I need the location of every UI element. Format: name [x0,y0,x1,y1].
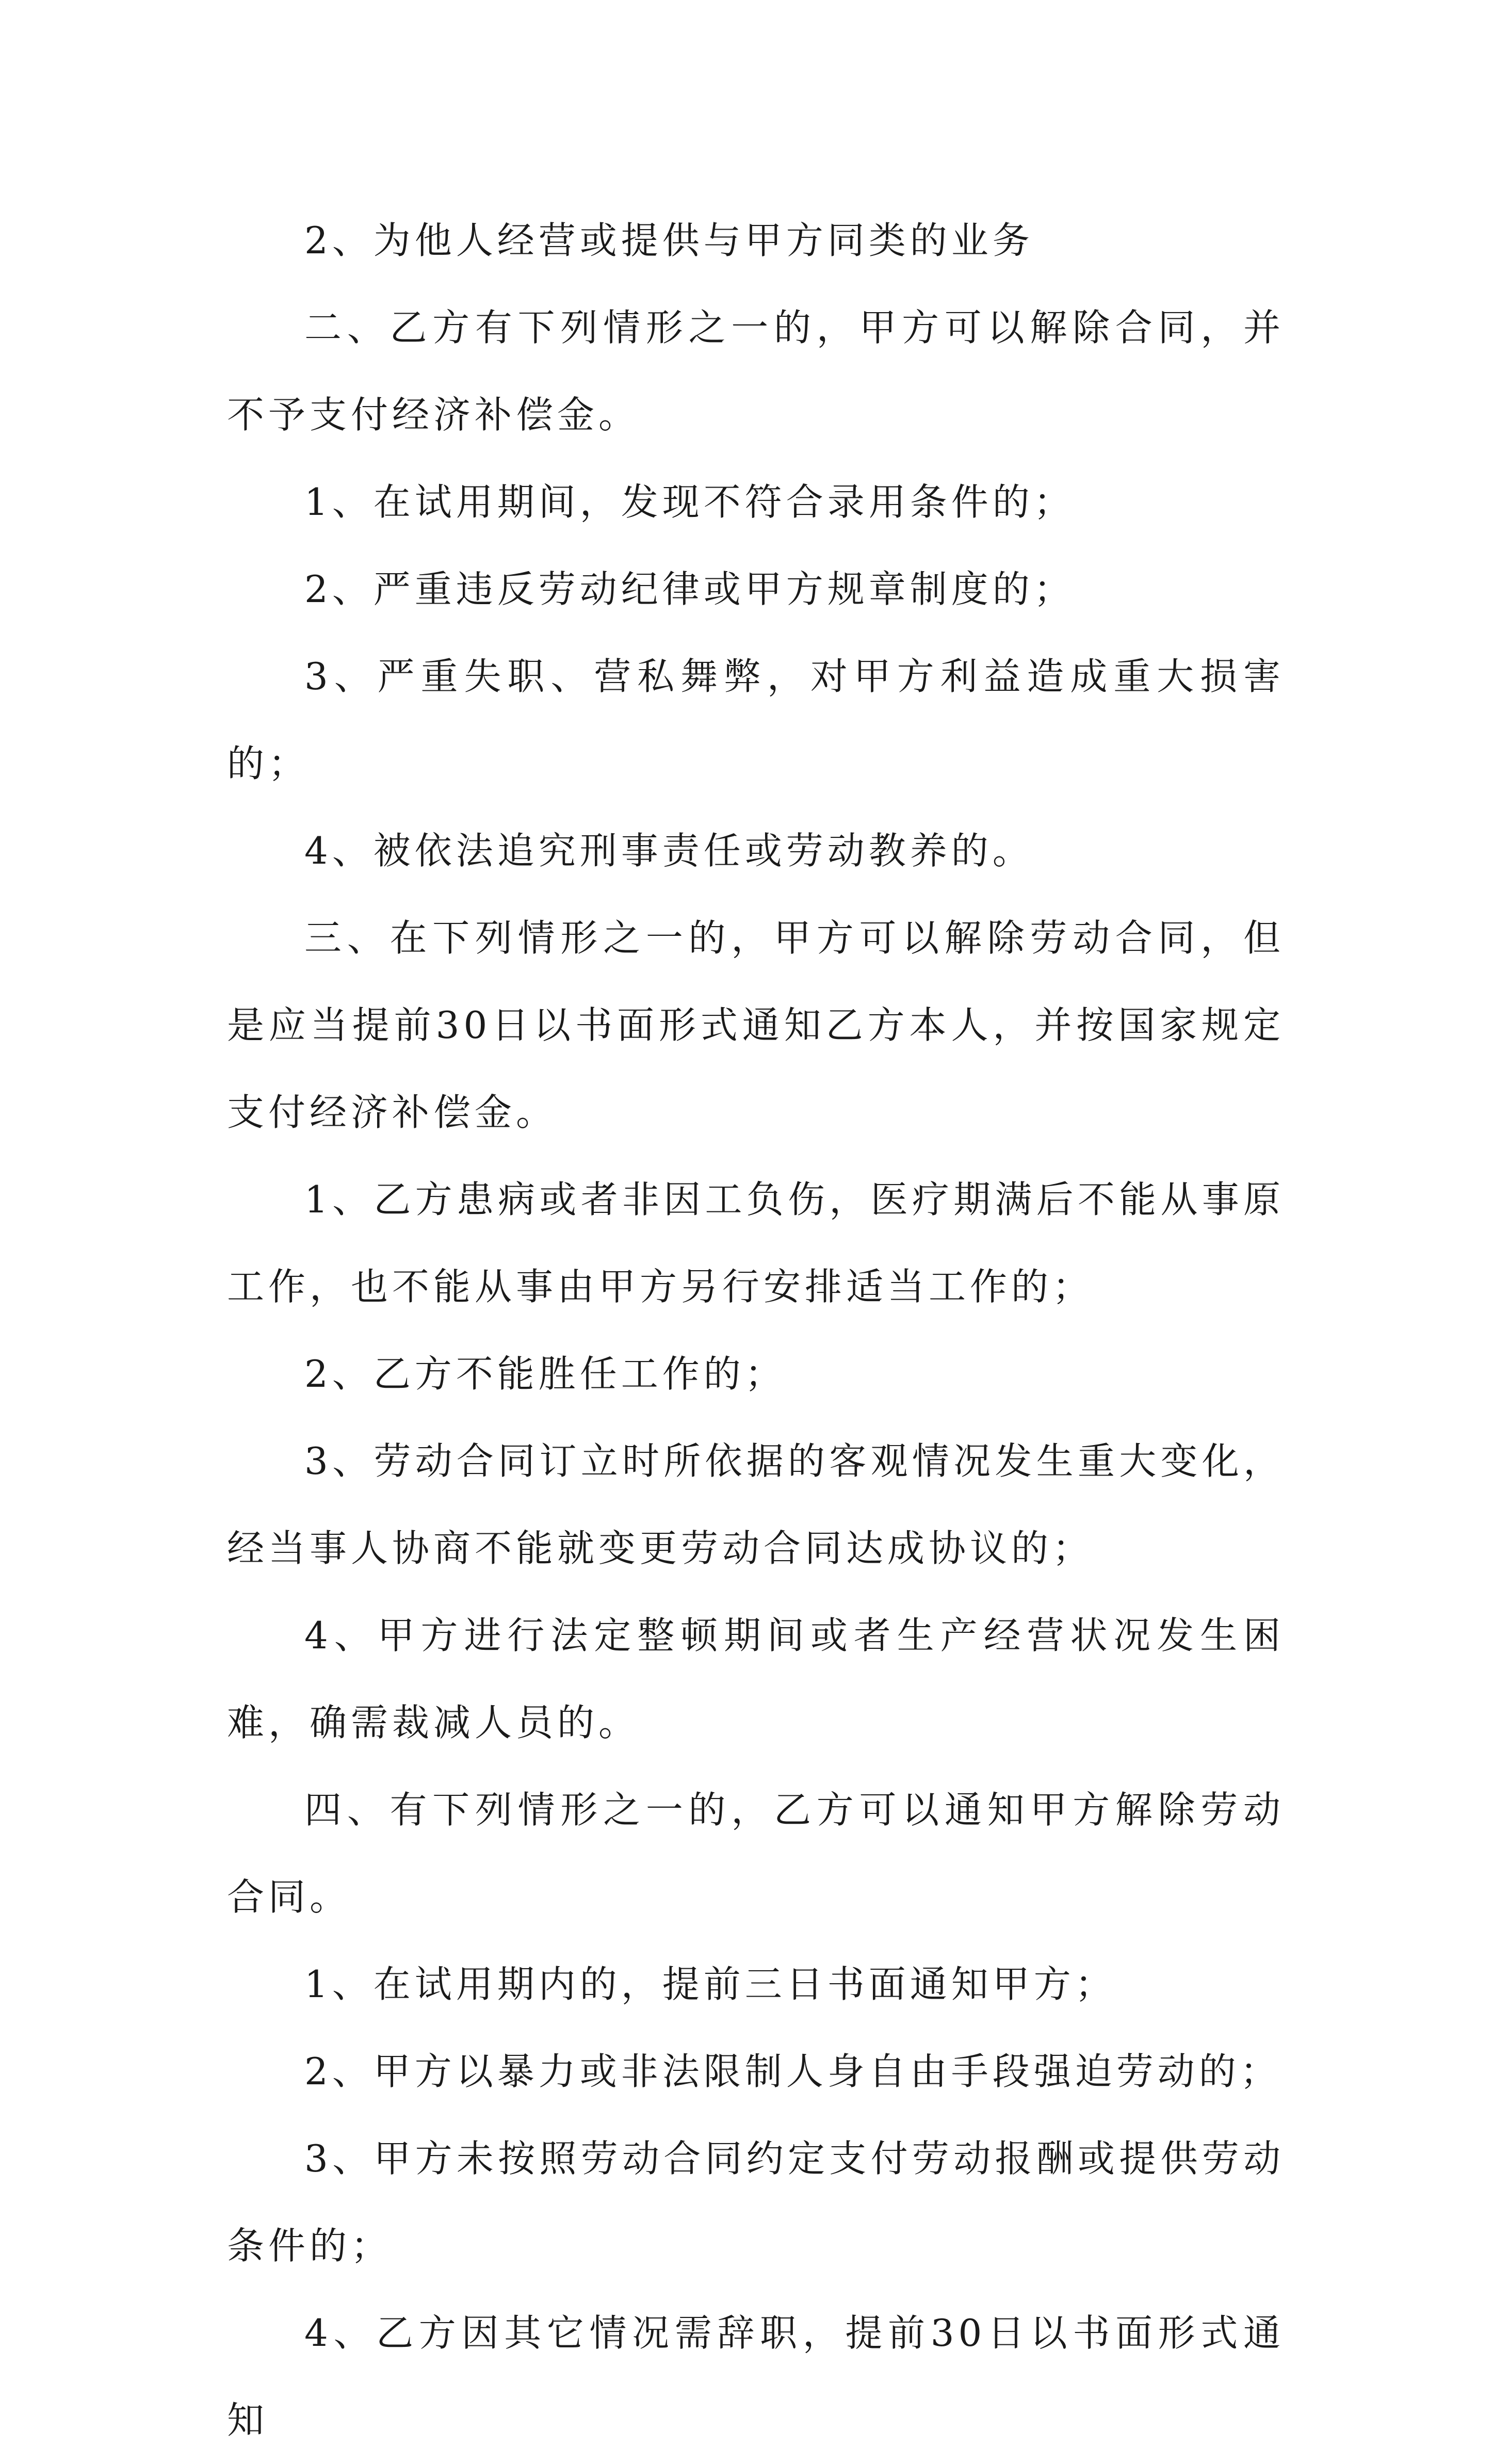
section-four-item-2: 2、甲方以暴力或非法限制人身自由手段强迫劳动的； [304,2050,1281,2093]
section-three-item-4: 4、甲方进行法定整顿期间或者生产经营状况发生困难，确需裁减人员的。 [227,1614,1285,1744]
section-three-item-1: 1、乙方患病或者非因工负伤，医疗期满后不能从事原工作，也不能从事由甲方另行安排适当工作的； [227,1178,1285,1308]
section-four-item-4: 4、乙方因其它情况需辞职，提前30日以书面形式通知 [227,2311,1285,2442]
section-two-heading: 二、乙方有下列情形之一的，甲方可以解除合同，并不予支付经济补偿金。 [227,306,1285,436]
paragraph-item-1-competing-business: 2、为他人经营或提供与甲方同类的业务 [304,219,1034,262]
document-body [227,197,1285,2464]
section-four-item-3: 3、甲方未按照劳动合同约定支付劳动报酬或提供劳动条件的； [227,2137,1285,2267]
section-two-item-3: 3、严重失职、营私舞弊，对甲方利益造成重大损害的； [227,655,1285,785]
section-two-item-1: 1、在试用期间，发现不符合录用条件的； [304,480,1075,524]
section-two-item-4: 4、被依法追究刑事责任或劳动教养的。 [304,829,1034,872]
section-four-heading: 四、有下列情形之一的，乙方可以通知甲方解除劳动合同。 [227,1788,1285,1919]
section-three-item-2: 2、乙方不能胜任工作的； [304,1352,786,1396]
section-two-item-2: 2、严重违反劳动纪律或甲方规章制度的； [304,568,1075,611]
section-three-item-3: 3、劳动合同订立时所依据的客观情况发生重大变化，经当事人协商不能就变更劳动合同达成协议的； [227,1439,1285,1570]
section-three-heading: 三、在下列情形之一的，甲方可以解除劳动合同，但是应当提前30日以书面形式通知乙方本人，并按国家规定支付经济补偿金。 [227,916,1285,1134]
section-four-item-1: 1、在试用期内的，提前三日书面通知甲方； [304,1963,1116,2006]
